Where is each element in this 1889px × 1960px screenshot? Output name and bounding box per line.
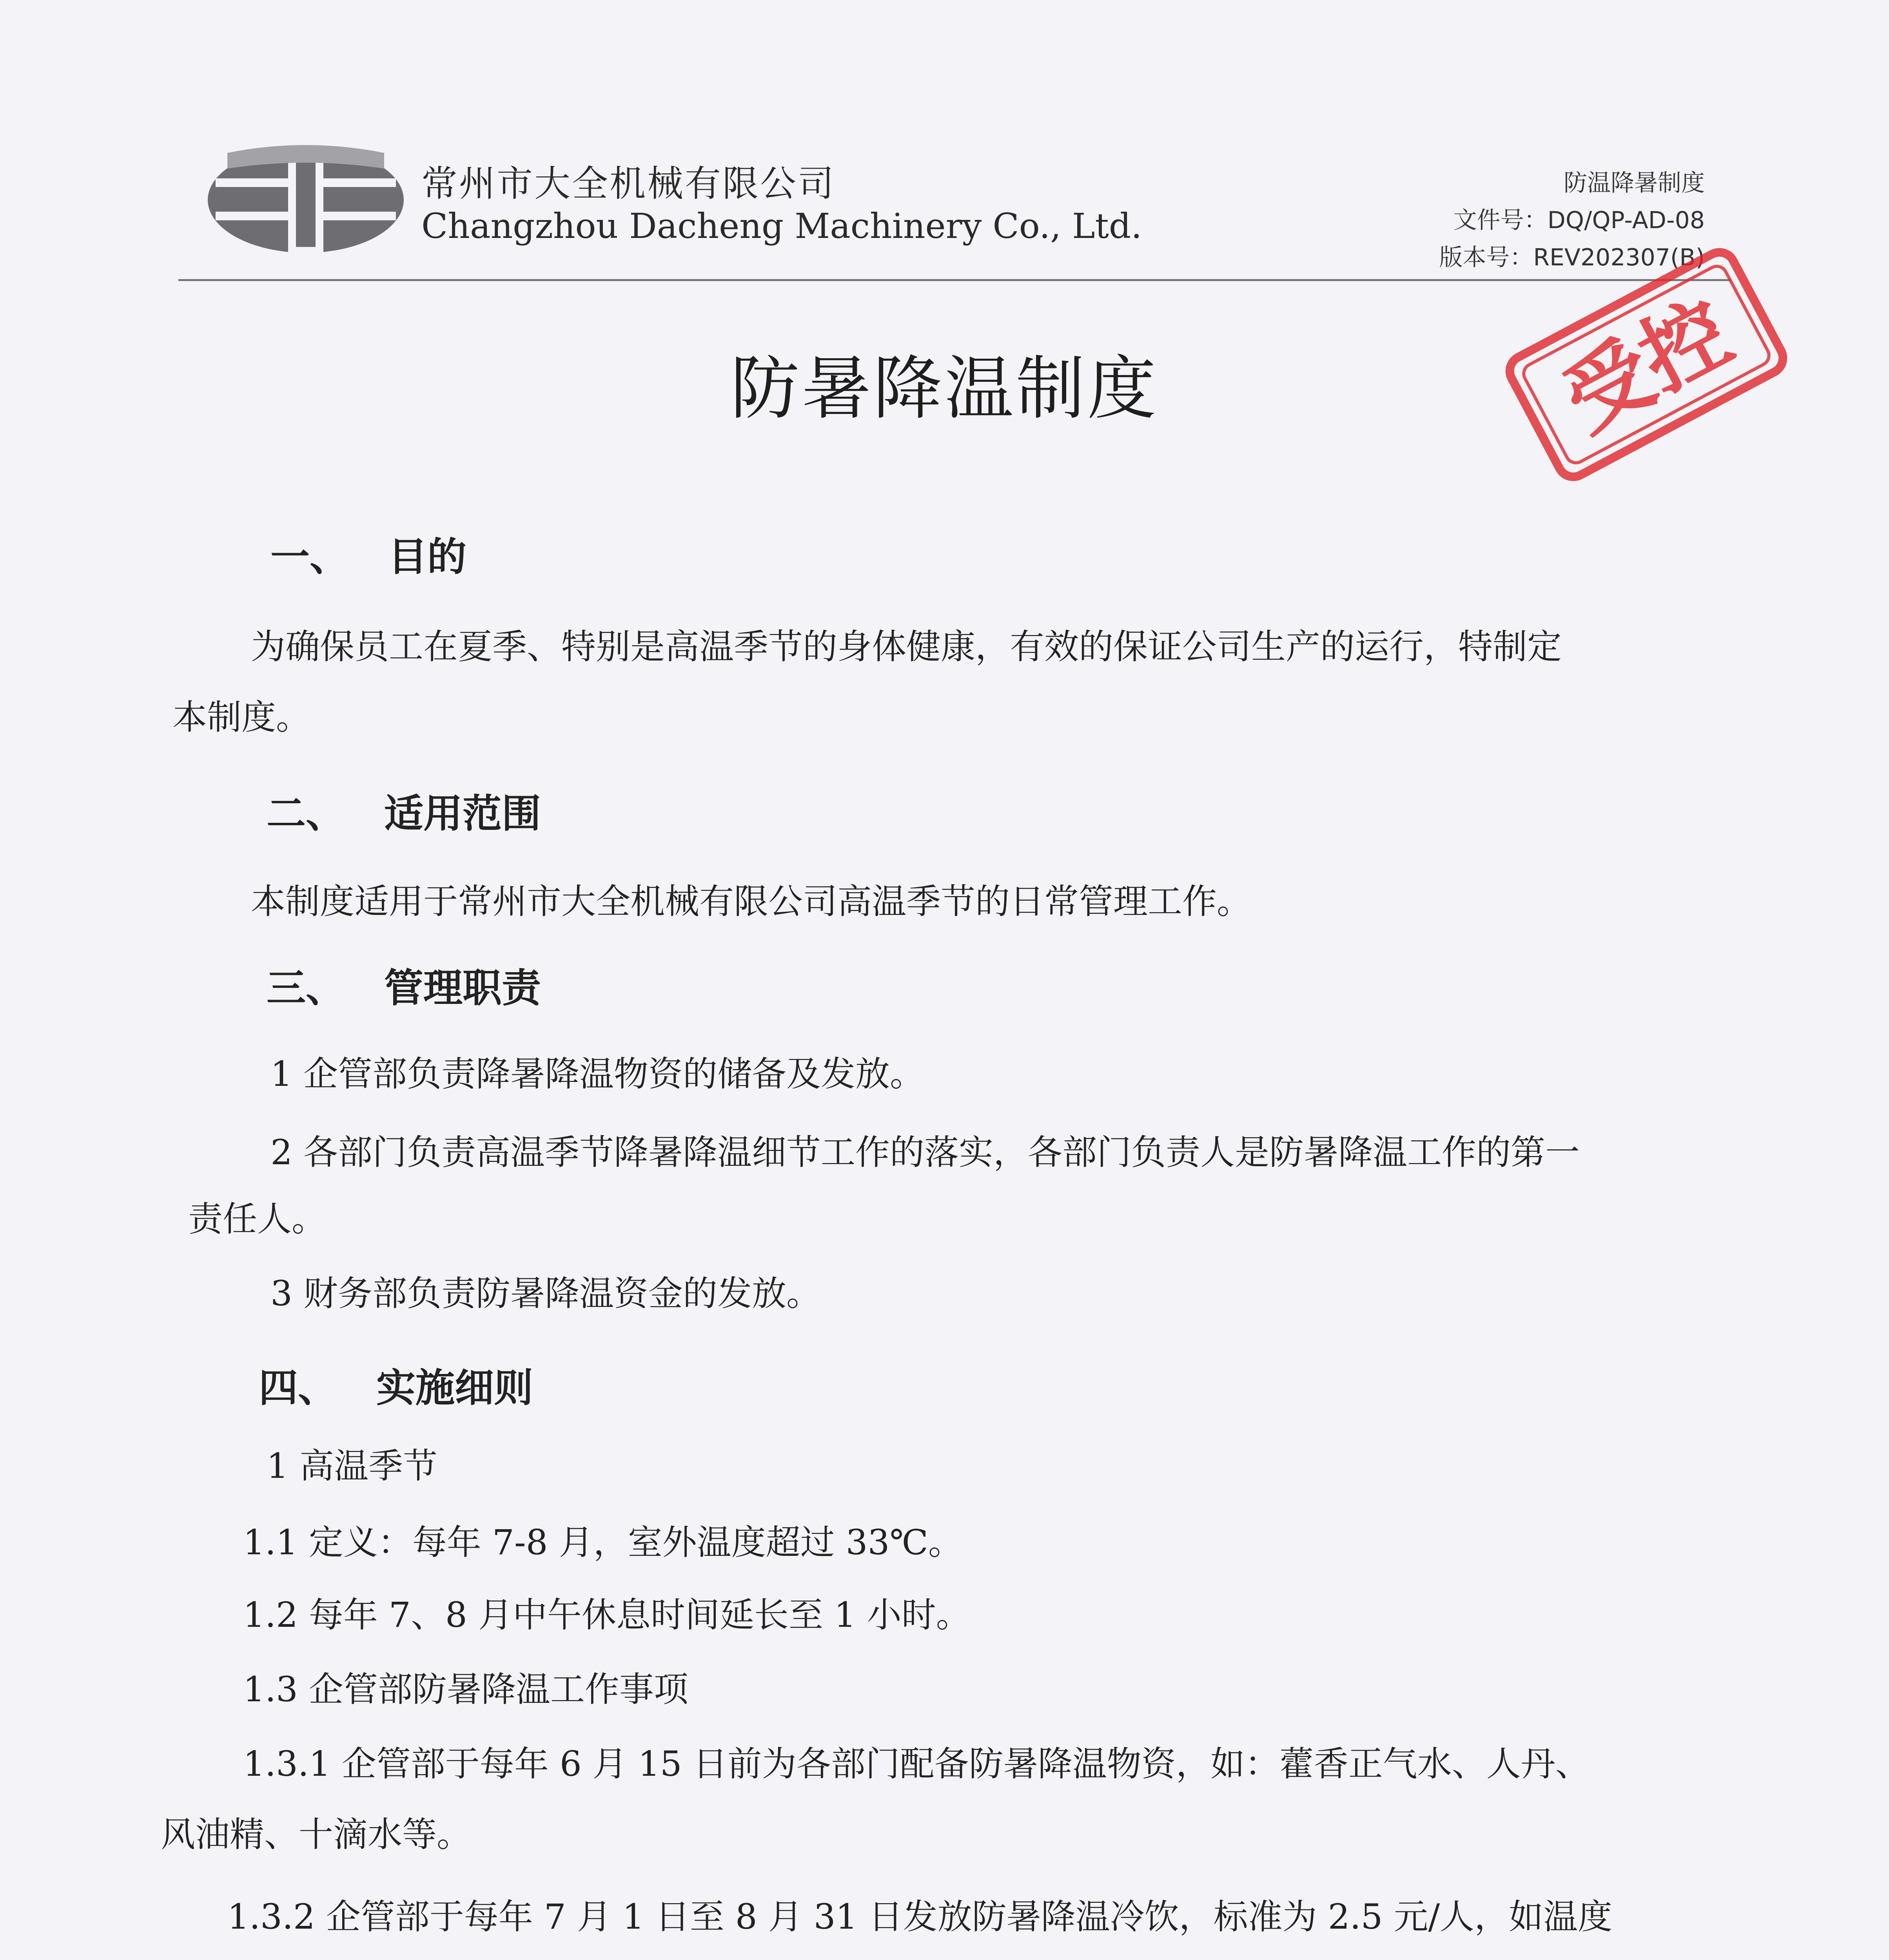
section-title: 适用范围: [384, 791, 541, 837]
paragraph: 本制度适用于常州市大全机械有限公司高温季节的日常管理工作。: [251, 881, 1252, 922]
section-heading-rules: [259, 1356, 533, 1413]
section-number: 三、: [267, 965, 345, 1011]
document-title: 防暑降温制度: [730, 348, 1159, 429]
section-number: 二、: [267, 791, 345, 837]
paragraph: 1 企管部负责降暑降温物资的储备及发放。: [270, 1054, 924, 1094]
section-heading-scope: [267, 782, 541, 838]
section-number: 四、: [259, 1365, 337, 1411]
paragraph: 2 各部门负责高温季节降暑降温细节工作的落实，各部门负责人是防暑降温工作的第一: [270, 1132, 1580, 1172]
paragraph: 1.3.1 企管部于每年 6 月 15 日前为各部门配备防暑降温物资，如：藿香正气水、人丹、: [243, 1744, 1590, 1784]
file-number: 文件号：DQ/QP-AD-08: [1453, 207, 1705, 234]
paragraph: 1 高温季节: [267, 1446, 437, 1486]
paragraph: 本制度。: [172, 697, 311, 737]
company-name-en: Changzhou Dacheng Machinery Co., Ltd.: [421, 206, 1142, 246]
company-logo: [204, 141, 408, 259]
paragraph: 责任人。: [188, 1199, 327, 1239]
section-number: 一、: [270, 534, 349, 580]
paragraph: 1.3 企管部防暑降温工作事项: [243, 1669, 688, 1710]
section-title: 管理职责: [384, 965, 541, 1011]
paragraph: 为确保员工在夏季、特别是高温季节的身体健康，有效的保证公司生产的运行，特制定: [251, 626, 1562, 667]
stamp-text: 受控: [1547, 281, 1747, 451]
paragraph: 1.1 定义：每年 7-8 月，室外温度超过 33℃。: [243, 1522, 963, 1563]
paragraph: 1.3.2 企管部于每年 7 月 1 日至 8 月 31 日发放防暑降温冷饮，标准为 2.5 元/人，如温度: [227, 1896, 1613, 1937]
paragraph: 1.2 每年 7、8 月中午休息时间延长至 1 小时。: [243, 1595, 971, 1635]
paragraph: [161, 1952, 437, 1960]
company-name-cn: 常州市大全机械有限公司: [421, 163, 836, 205]
section-title: 目的: [388, 534, 466, 580]
section-heading-purpose: [270, 525, 466, 582]
version-number: 版本号：REV202307(B): [1439, 244, 1705, 271]
paragraph: 风油精、十滴水等。: [161, 1814, 472, 1855]
section-title: 实施细则: [376, 1365, 533, 1411]
paragraph: 3 财务部负责防暑降温资金的发放。: [270, 1273, 821, 1314]
section-heading-duties: [267, 956, 541, 1013]
document-name: 防温降暑制度: [1564, 169, 1705, 197]
